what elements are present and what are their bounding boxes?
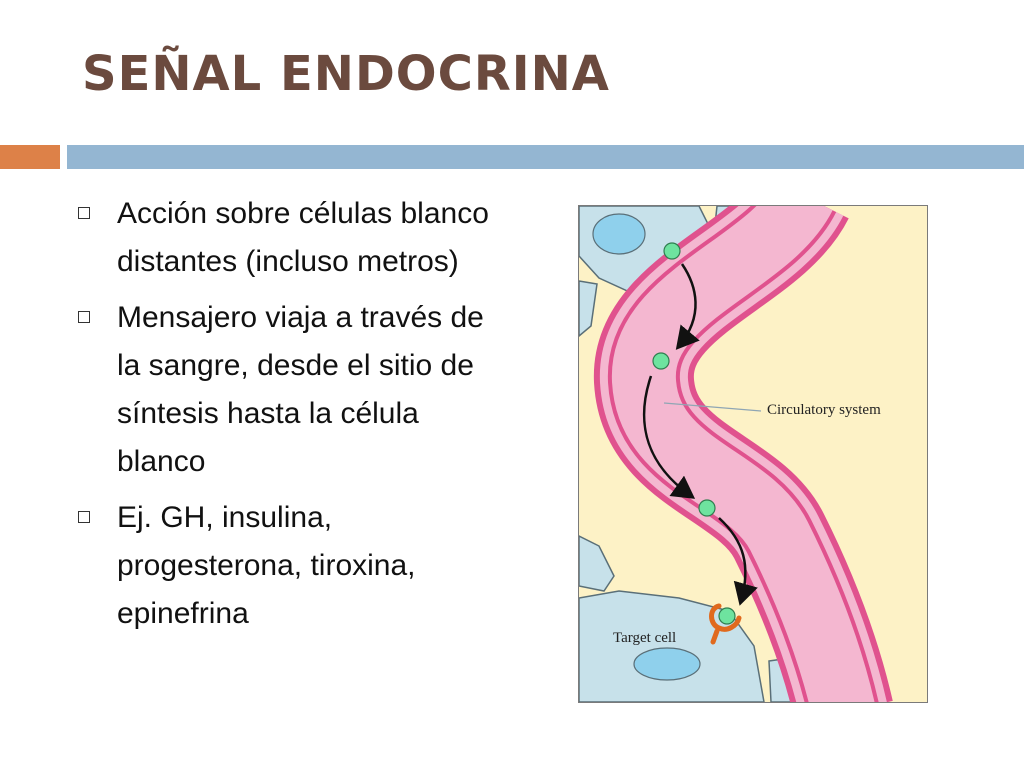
hormone-molecule [664,243,680,259]
bullet-item [78,190,498,286]
endocrine-signaling-diagram [578,205,928,703]
bullet-text: Acción sobre células blanco distantes (incluso metros) [117,197,489,278]
square-bullet-icon [78,311,90,323]
square-bullet-icon [78,511,90,523]
bullet-item [78,294,498,486]
bound-hormone-molecule [719,608,735,624]
target-cell-nucleus [634,648,700,680]
bullet-item [78,494,498,638]
cell-nucleus [593,214,645,254]
target-cell-label: Target cell [613,630,677,646]
bullet-list [78,190,498,646]
slide-title: SEÑAL ENDOCRINA [82,46,610,102]
circulatory-system-label: Circulatory system [767,402,881,418]
square-bullet-icon [78,207,90,219]
hormone-molecule [653,353,669,369]
bullet-text: Ej. GH, insulina, progesterona, tiroxina, epinefrina [117,501,416,630]
diagram-illustration [579,206,927,702]
header-rule-bar [67,145,1024,169]
accent-bar [0,145,60,169]
hormone-molecule [699,500,715,516]
bullet-text: Mensajero viaja a través de la sangre, desde el sitio de síntesis hasta la célula blanco [117,301,484,478]
